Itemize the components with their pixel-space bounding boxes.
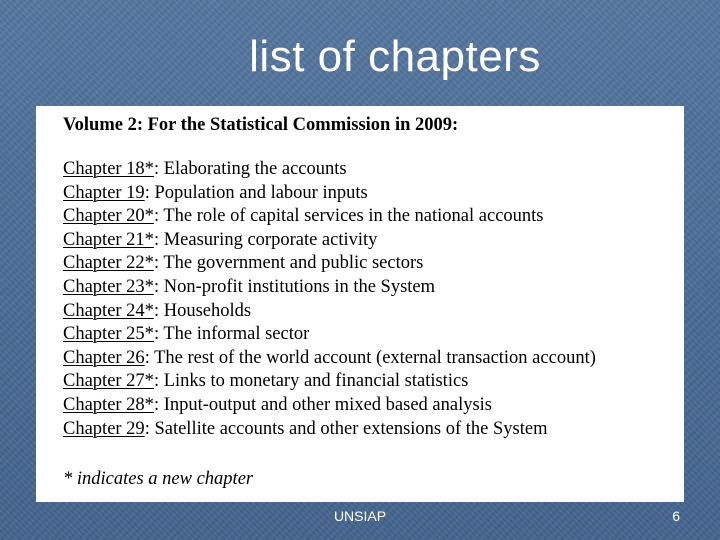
chapter-ref: Chapter 21* <box>63 229 154 250</box>
chapter-title: : The government and public sectors <box>153 253 424 274</box>
chapter-ref: Chapter 22* <box>63 253 154 274</box>
footer-organization: UNSIAP <box>333 508 387 524</box>
chapter-ref: Chapter 26 <box>63 347 145 368</box>
chapter-title: : Links to monetary and financial statistics <box>153 371 469 392</box>
chapter-ref: Chapter 25* <box>63 324 154 345</box>
chapter-ref: Chapter 19 <box>63 182 145 203</box>
chapter-item-22 <box>63 252 684 276</box>
footer-page-number: 6 <box>672 508 680 524</box>
chapter-ref: Chapter 18* <box>63 159 154 179</box>
chapter-title: : Satellite accounts and other extensions of the System <box>144 418 548 439</box>
chapter-item-27 <box>63 370 684 394</box>
chapter-item-28 <box>63 394 684 418</box>
chapter-title: : Population and labour inputs <box>144 182 368 203</box>
chapter-title: : Input-output and other mixed based analysis <box>153 394 493 415</box>
chapter-title: : The rest of the world account (external transaction account) <box>144 347 596 368</box>
slide-title: list of chapters <box>249 32 541 81</box>
chapter-item-29 <box>63 418 684 442</box>
footnote: * indicates a new chapter <box>63 469 254 489</box>
chapter-item-26 <box>63 347 684 371</box>
chapter-title: : The role of capital services in the national accounts <box>153 206 544 227</box>
chapter-item-20 <box>63 205 684 229</box>
chapter-title: : Households <box>153 300 252 321</box>
chapter-title: : Measuring corporate activity <box>153 229 378 250</box>
chapter-item-21 <box>63 229 684 253</box>
chapter-ref: Chapter 20* <box>63 206 154 227</box>
chapter-title: : Elaborating the accounts <box>153 159 347 179</box>
chapter-item-24 <box>63 300 684 324</box>
chapter-ref: Chapter 29 <box>63 418 145 439</box>
chapter-title: : The informal sector <box>153 324 310 345</box>
chapter-item-19 <box>63 182 684 206</box>
chapter-ref: Chapter 23* <box>63 276 154 297</box>
content-panel <box>36 106 684 502</box>
chapter-ref: Chapter 27* <box>63 371 154 392</box>
chapter-item-18 <box>63 158 684 182</box>
chapter-item-25 <box>63 323 684 347</box>
chapter-list <box>63 158 684 441</box>
chapter-title: : Non-profit institutions in the System <box>153 276 436 297</box>
chapter-item-23 <box>63 276 684 300</box>
volume-heading: Volume 2: For the Statistical Commission in 2009: <box>63 115 459 135</box>
chapter-ref: Chapter 28* <box>63 394 154 415</box>
chapter-ref: Chapter 24* <box>63 300 154 321</box>
